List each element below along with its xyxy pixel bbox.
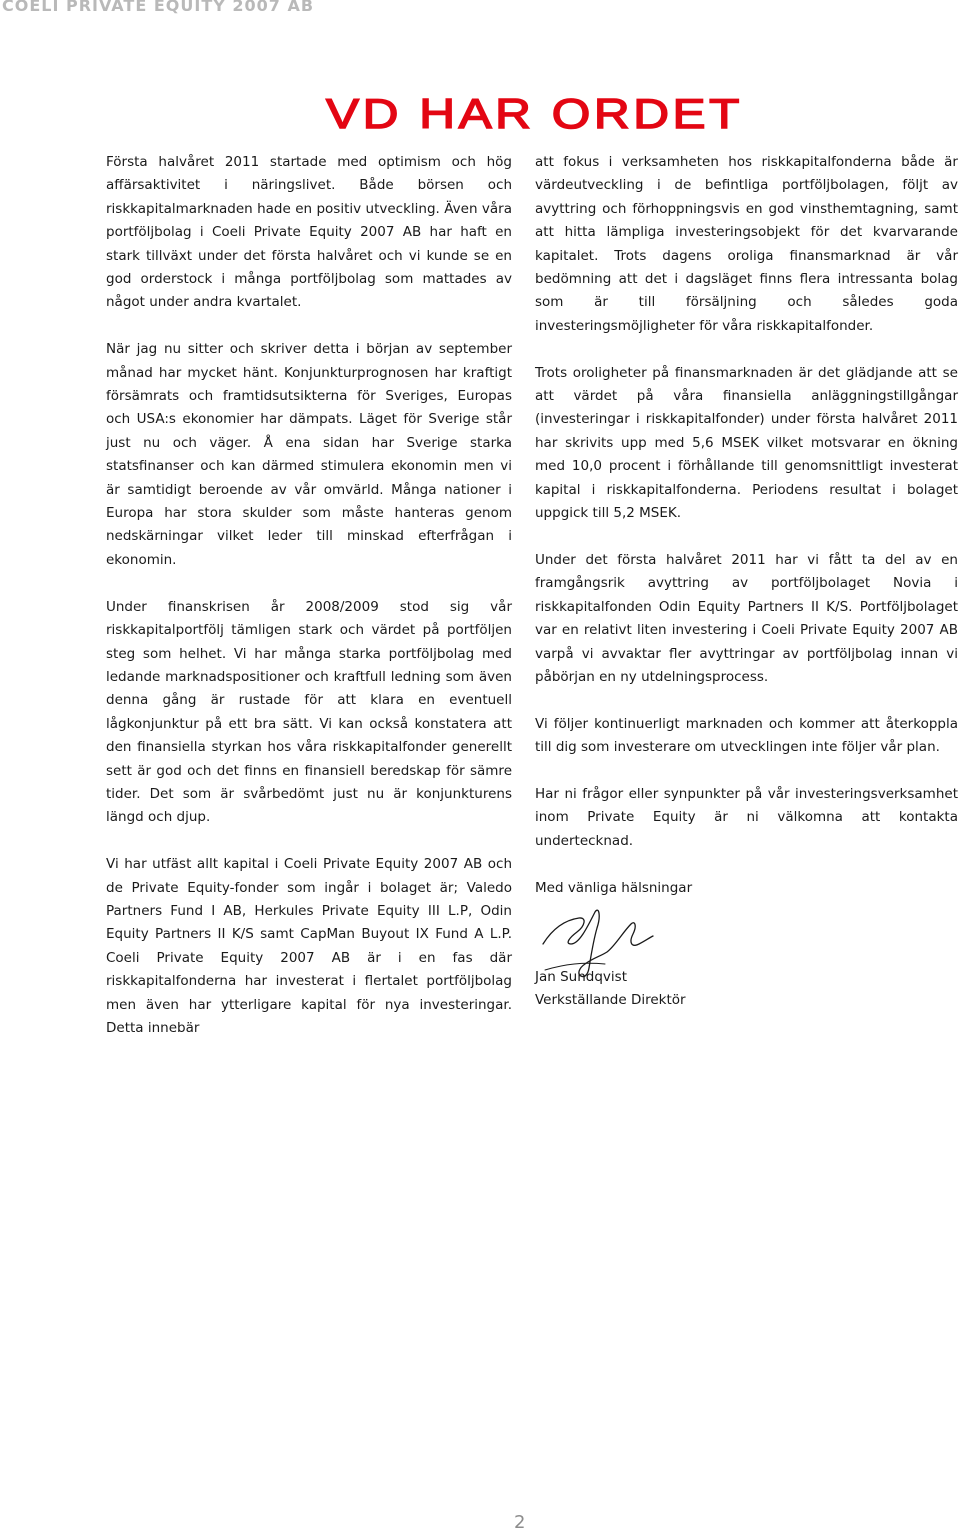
paragraph: Har ni frågor eller synpunkter på vår investeringsverksamhet inom Private Equity är ni välkomna att kontakta undertecknad. (535, 785, 958, 849)
paragraph: Under det första halvåret 2011 har vi fått ta del av en framgångsrik avyttring av portföljbolaget Novia i riskkapitalfonden Odin Equity Partners II K/S. Portföljbolaget var en relativt liten investering i Coeli Private Equity 2007 AB varpå vi avvaktar fler avyttringar av portföljbolag innan vi påbörjan en ny utdelningsprocess. (535, 551, 958, 685)
left-column (106, 151, 512, 1040)
paragraph: När jag nu sitter och skriver detta i början av september månad har mycket hänt. Konjunkturprognosen har kraftigt försämrats och framtidsutsikterna för Sveriges, Europas och USA:s ekonomier har dämpats. Läget för Sverige står just nu och väger. Å ena sidan har Sverige starka statsfinanser och kan därmed stimulera ekonomin men vi är samtidigt beroende av vår omvärld. Många nationer i Europa har stora skulder som måste hanteras genom nedskärningar vilket leder till minskad efterfrågan i ekonomin. (106, 341, 512, 568)
right-column (535, 151, 958, 1013)
paragraph: att fokus i verksamheten hos riskkapitalfonderna både är värdeutveckling i de befintliga portföljbolagen, följt av avyttring och förhoppningsvis en god vinsthemtagning, samt att hitta lämpliga investeringsobjekt för det kvarvarande kapitalet. Trots dagens oroliga finansmarknad är vår bedömning att det i dagsläget finns flera intressanta bolag som är till försäljning och således goda investeringsmöjligheter för våra riskkapitalfonder. (535, 154, 958, 334)
signature-block (535, 898, 958, 1013)
page-number: 2 (514, 1512, 526, 1533)
signer-name: Jan Sundqvist (535, 968, 627, 985)
paragraph: Vi följer kontinuerligt marknaden och kommer att återkoppla till dig som investerare om utvecklingen inte följer vår plan. (535, 715, 958, 756)
closing-line: Med vänliga hälsningar (535, 879, 693, 896)
page-title: VD HAR ORDET (326, 90, 743, 138)
paragraph: Under finanskrisen år 2008/2009 stod sig vår riskkapitalportfölj tämligen stark och värdet på portföljen steg som helhet. Vi har många starka portföljbolag med ledande marknadspositioner och kraftfull ledning som även denna gång är rustade för att klara en eventuell lågkonjunktur på ett bra sätt. Vi kan också konstatera att den finansiella styrkan hos våra riskkapitalfonder generellt sett är god och det finns en finansiell beredskap för sämre tider. Det som är svårbedömt just nu är konjunkturens längd och djup. (106, 598, 512, 826)
paragraph: Vi har utfäst allt kapital i Coeli Private Equity 2007 AB och de Private Equity-fonder som ingår i bolaget är; Valedo Partners Fund I AB, Herkules Private Equity III L.P, Odin Equity Partners II K/S samt CapMan Buyout IX Fund A L.P. Coeli Private Equity 2007 AB är i en fas där riskkapitalfonderna har investerat i flertalet portföljbolag men även har ytterligare kapital för nya investeringar. Detta innebär (106, 856, 512, 1036)
running-header: COELI PRIVATE EQUITY 2007 AB (2, 0, 315, 15)
paragraph: Trots oroligheter på finansmarknaden är det glädjande att se att värdet på våra finansiella anläggningstillgångar (investeringar i riskkapitalfonder) under första halvåret 2011 har skrivits upp med 5,6 MSEK vilket motsvarar en ökning med 10,0 procent i förhållande till genomsnittligt investerat kapital i riskkapitalfonderna. Periodens resultat i bolaget uppgick till 5,2 MSEK. (535, 364, 958, 522)
paragraph: Första halvåret 2011 startade med optimism och hög affärsaktivitet i näringslivet. Både börsen och riskkapitalmarknaden hade en positiv utveckling. Även våra portföljbolag i Coeli Private Equity 2007 AB har haft en stark tillväxt under det första halvåret och vi kunde se en god orderstock i många portföljbolag som mattades av något under andra kvartalet. (106, 154, 512, 311)
signer-title: Verkställande Direktör (535, 992, 686, 1009)
